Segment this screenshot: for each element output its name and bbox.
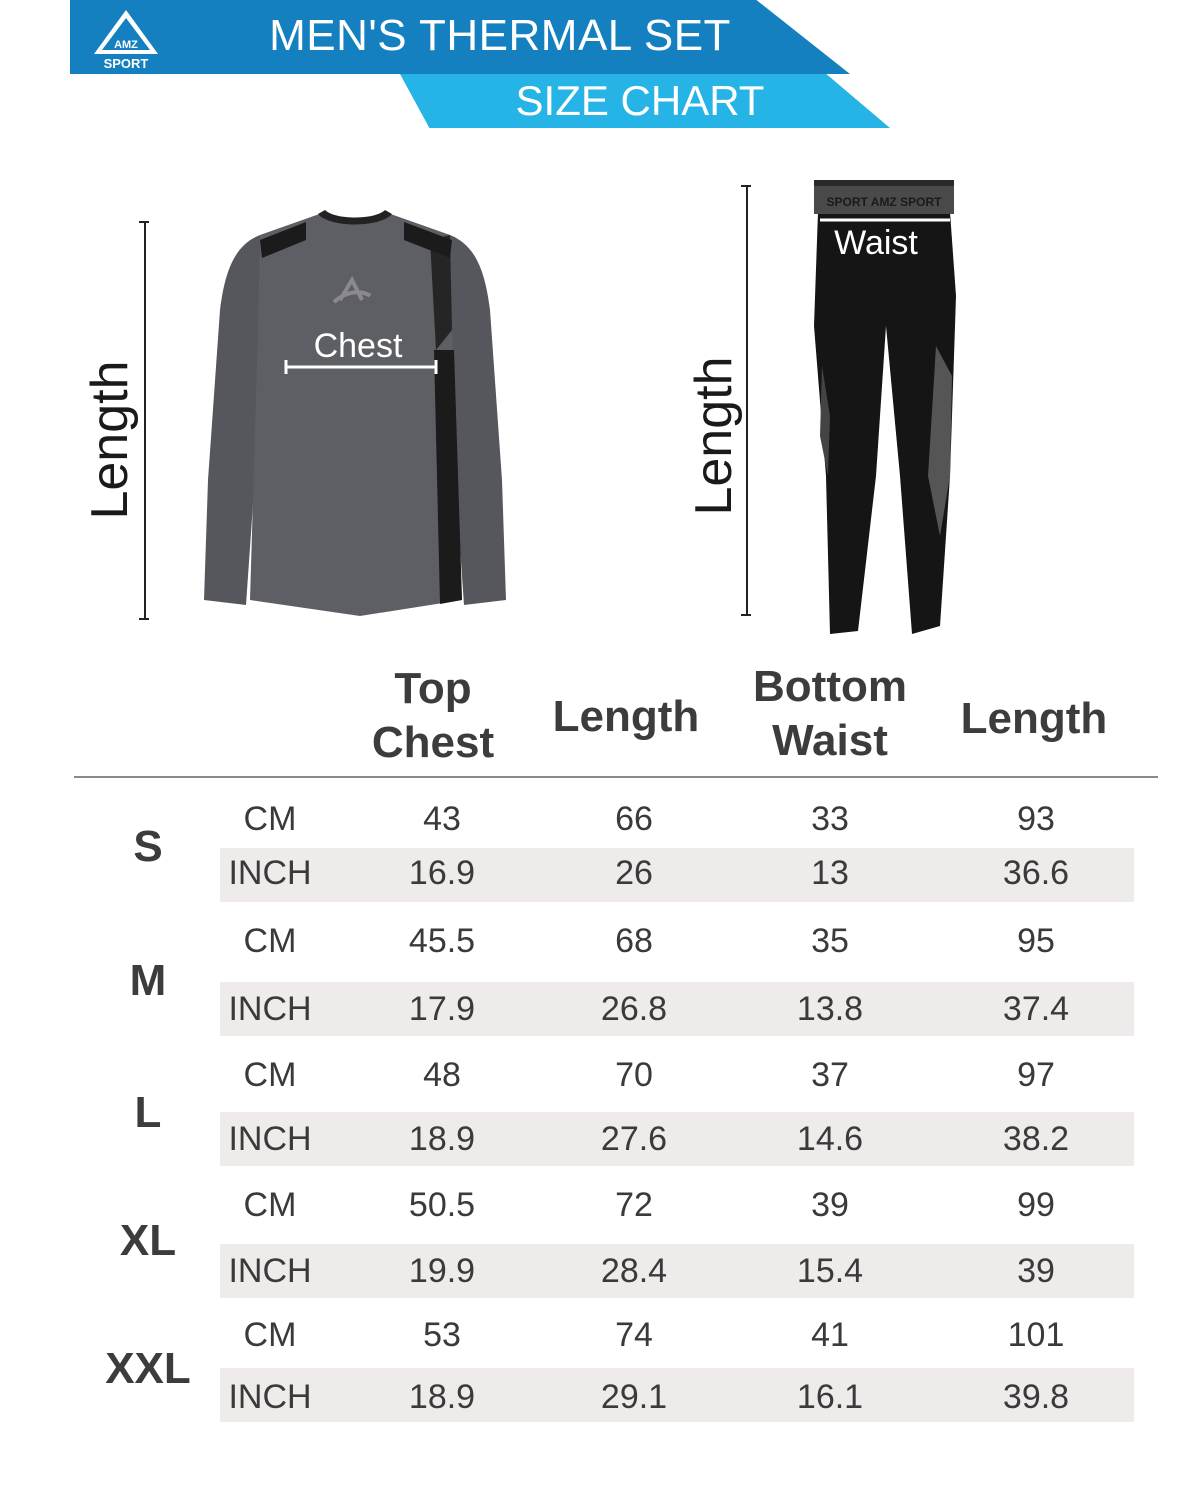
logo-text-sport: SPORT <box>103 56 149 71</box>
amz-logo-mark-icon <box>88 8 164 72</box>
logo-text-amz: AMZ <box>114 39 138 51</box>
cell-s-cm-bottom-waist: 33 <box>811 800 849 838</box>
cell-xl-inch-bottom-waist: 15.4 <box>796 1252 864 1290</box>
unit-inch-xl: INCH <box>228 1252 312 1290</box>
header-top-chest-line1: Top <box>394 664 472 713</box>
cell-s-inch-bottom-length: 36.6 <box>1002 854 1070 892</box>
page-title: MEN'S THERMAL SET <box>269 11 731 60</box>
cell-xl-cm-bottom-waist: 39 <box>811 1186 849 1224</box>
waistband-text: SPORT AMZ SPORT <box>826 195 942 209</box>
page-subtitle: SIZE CHART <box>515 77 765 124</box>
cell-xxl-cm-bottom-length: 101 <box>1007 1316 1065 1354</box>
top-length-tick-bottom <box>139 618 149 620</box>
cell-xl-cm-top-chest: 50.5 <box>408 1186 476 1224</box>
unit-inch-xxl: INCH <box>228 1378 312 1416</box>
header-bottom-waist <box>730 660 930 768</box>
header-top-chest-line2: Chest <box>371 718 495 767</box>
unit-cm-l: CM <box>243 1056 297 1094</box>
top-length-label: Length <box>81 360 139 520</box>
header-bottom-length: Length <box>960 694 1108 743</box>
cell-s-inch-bottom-waist: 13 <box>811 854 849 892</box>
cell-xxl-inch-top-chest: 18.9 <box>408 1378 476 1416</box>
cell-xxl-cm-bottom-waist: 41 <box>811 1316 849 1354</box>
unit-inch-l: INCH <box>228 1120 312 1158</box>
unit-cm-xl: CM <box>243 1186 297 1224</box>
top-length-tick-top <box>139 221 149 223</box>
cell-m-inch-top-length: 26.8 <box>600 990 668 1028</box>
chest-label: Chest <box>313 327 403 365</box>
waist-label: Waist <box>834 224 918 262</box>
bottom-length-tick-bottom <box>741 614 751 616</box>
cell-xl-inch-top-chest: 19.9 <box>408 1252 476 1290</box>
cell-xxl-inch-bottom-waist: 16.1 <box>796 1378 864 1416</box>
cell-s-cm-top-chest: 43 <box>423 800 461 838</box>
bottom-length-line <box>746 186 748 616</box>
cell-m-cm-bottom-length: 95 <box>1017 922 1055 960</box>
cell-m-inch-bottom-waist: 13.8 <box>796 990 864 1028</box>
cell-s-cm-top-length: 66 <box>615 800 653 838</box>
cell-xl-cm-bottom-length: 99 <box>1017 1186 1055 1224</box>
unit-inch-s: INCH <box>228 854 312 892</box>
unit-cm-m: CM <box>243 922 297 960</box>
cell-xxl-inch-bottom-length: 39.8 <box>1002 1378 1070 1416</box>
cell-s-cm-bottom-length: 93 <box>1017 800 1055 838</box>
header-top-length: Length <box>552 692 700 741</box>
cell-xl-cm-top-length: 72 <box>615 1186 653 1224</box>
cell-l-inch-bottom-waist: 14.6 <box>796 1120 864 1158</box>
size-label-xl: XL <box>119 1216 177 1265</box>
size-label-m: M <box>129 956 167 1005</box>
header-bottom-waist-line1: Bottom <box>753 662 907 711</box>
cell-xxl-inch-top-length: 29.1 <box>600 1378 668 1416</box>
cell-xxl-cm-top-chest: 53 <box>423 1316 461 1354</box>
cell-s-inch-top-length: 26 <box>615 854 653 892</box>
unit-inch-m: INCH <box>228 990 312 1028</box>
cell-m-inch-top-chest: 17.9 <box>408 990 476 1028</box>
table-divider <box>74 776 1158 778</box>
cell-m-cm-top-chest: 45.5 <box>408 922 476 960</box>
size-label-l: L <box>134 1088 162 1137</box>
cell-l-inch-bottom-length: 38.2 <box>1002 1120 1070 1158</box>
top-length-line <box>144 222 146 620</box>
cell-m-inch-bottom-length: 37.4 <box>1002 990 1070 1028</box>
cell-xl-inch-bottom-length: 39 <box>1017 1252 1055 1290</box>
cell-xxl-cm-top-length: 74 <box>615 1316 653 1354</box>
bottom-length-tick-top <box>741 185 751 187</box>
cell-xl-inch-top-length: 28.4 <box>600 1252 668 1290</box>
size-label-s: S <box>133 822 163 871</box>
cell-l-inch-top-length: 27.6 <box>600 1120 668 1158</box>
cell-m-cm-top-length: 68 <box>615 922 653 960</box>
size-label-xxl: XXL <box>105 1344 191 1393</box>
amz-sport-logo <box>88 8 164 72</box>
header-bottom-waist-line2: Waist <box>772 716 888 765</box>
cell-l-cm-top-chest: 48 <box>423 1056 461 1094</box>
thermal-top-image <box>190 200 520 620</box>
cell-l-cm-bottom-waist: 37 <box>811 1056 849 1094</box>
cell-s-inch-top-chest: 16.9 <box>408 854 476 892</box>
unit-cm-xxl: CM <box>243 1316 297 1354</box>
cell-l-cm-bottom-length: 97 <box>1017 1056 1055 1094</box>
bottom-length-label: Length <box>685 356 743 516</box>
cell-l-inch-top-chest: 18.9 <box>408 1120 476 1158</box>
cell-l-cm-top-length: 70 <box>615 1056 653 1094</box>
cell-m-cm-bottom-waist: 35 <box>811 922 849 960</box>
unit-cm-s: CM <box>243 800 297 838</box>
header-top-chest <box>350 662 516 770</box>
